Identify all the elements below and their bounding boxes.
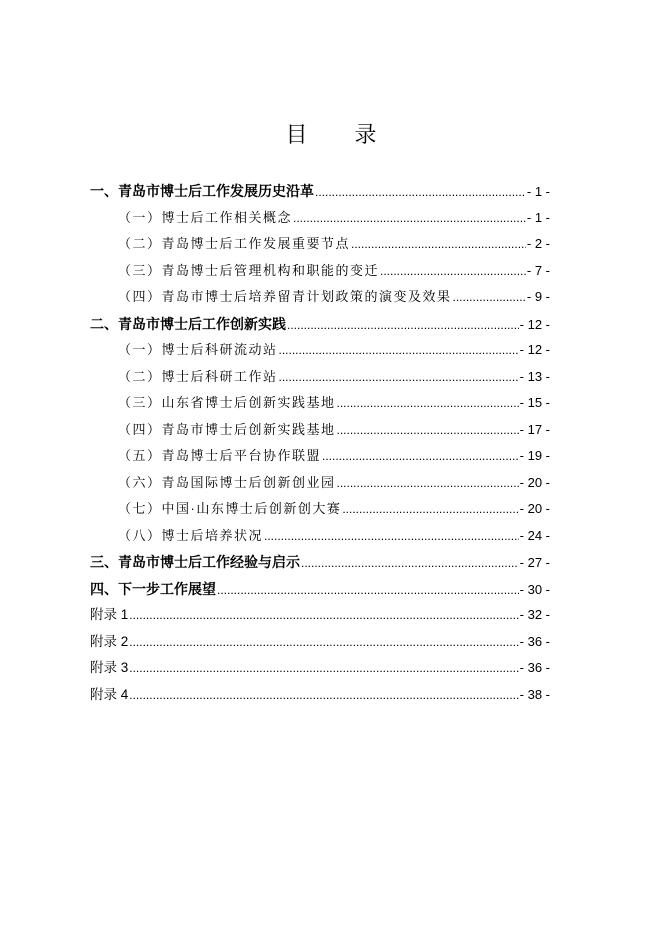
toc-entry-page: - 20 - [519, 501, 550, 516]
toc-entry-1-3[interactable] [90, 258, 550, 285]
toc-entry-2-1[interactable] [90, 337, 550, 364]
leader-dots [293, 205, 526, 232]
leader-dots [129, 629, 518, 656]
toc-entry-page: - 38 - [519, 686, 550, 702]
leader-dots [217, 577, 519, 603]
toc-entry-page: - 19 - [519, 448, 550, 463]
toc-entry-appendix-4[interactable] [90, 682, 550, 709]
toc-entry-2-5[interactable] [90, 443, 550, 470]
toc-entry-2-7[interactable] [90, 496, 550, 523]
leader-dots [264, 523, 519, 550]
toc-entry-2-3[interactable] [90, 390, 550, 417]
toc-entry-label: （一）博士后科研流动站 [118, 342, 278, 357]
toc-entry-label: （四）青岛市博士后创新实践基地 [118, 421, 336, 437]
toc-entry-page: - 13 - [519, 368, 550, 384]
toc-entry-page: - 1 - [526, 184, 550, 199]
toc-entry-1-2[interactable] [90, 231, 550, 258]
toc-entry-page: - 9 - [526, 289, 550, 304]
toc-entry-1[interactable] [90, 178, 550, 205]
toc-entry-page: - 7 - [526, 262, 550, 278]
toc-entry-page: - 36 - [519, 633, 550, 649]
toc-entry-label: （三）青岛博士后管理机构和职能的变迁 [118, 262, 380, 278]
toc-entry-2-2[interactable] [90, 364, 550, 391]
toc-entry-page: - 27 - [519, 555, 550, 570]
page-title: 目 录 [285, 123, 397, 148]
toc-entry-label: 四、下一步工作展望 [90, 580, 216, 597]
leader-dots [315, 179, 526, 205]
toc-entry-1-4[interactable] [90, 284, 550, 311]
toc-entry-label: （三）山东省博士后创新实践基地 [118, 395, 336, 410]
toc-entry-2-6[interactable] [90, 470, 550, 497]
toc-entry-2[interactable] [90, 311, 550, 338]
toc-entry-page: - 20 - [519, 474, 550, 490]
leader-dots [453, 284, 526, 311]
toc-entry-label: （六）青岛国际博士后创新创业园 [118, 474, 336, 490]
toc-entry-label: （四）青岛市博士后培养留青计划政策的演变及效果 [118, 289, 452, 304]
toc-entry-label: （一）博士后工作相关概念 [118, 209, 293, 225]
toc-entry-appendix-1[interactable] [90, 602, 550, 629]
leader-dots [279, 364, 519, 391]
toc-entry-label: 附录 2 [90, 633, 129, 649]
toc-entry-label: 二、青岛市博士后工作创新实践 [90, 315, 286, 332]
leader-dots [337, 390, 519, 417]
toc-entry-label: （二）博士后科研工作站 [118, 368, 278, 384]
toc-entry-page: - 12 - [519, 316, 550, 332]
toc-entry-page: - 12 - [519, 342, 550, 357]
toc-entry-page: - 36 - [519, 660, 550, 675]
toc-entry-2-4[interactable] [90, 417, 550, 444]
toc-entry-appendix-3[interactable] [90, 655, 550, 682]
leader-dots [337, 470, 519, 497]
leader-dots [351, 231, 526, 258]
toc-entry-label: 附录 3 [90, 660, 129, 675]
leader-dots [287, 312, 519, 338]
toc-entry-label: 三、青岛市博士后工作经验与启示 [90, 554, 300, 570]
leader-dots [301, 550, 519, 576]
toc-entry-appendix-2[interactable] [90, 629, 550, 656]
toc-entry-page: - 17 - [519, 421, 550, 437]
toc-entry-4[interactable] [90, 576, 550, 603]
toc-entry-label: 附录 4 [90, 686, 129, 702]
toc-entry-page: - 32 - [519, 607, 550, 622]
leader-dots [129, 602, 518, 629]
toc-entry-1-1[interactable] [90, 205, 550, 232]
toc-entry-label: （五）青岛博士后平台协作联盟 [118, 448, 322, 463]
leader-dots [279, 337, 519, 364]
toc-entry-page: - 30 - [519, 581, 550, 597]
leader-dots [129, 655, 518, 682]
leader-dots [380, 258, 526, 285]
toc-entry-page: - 24 - [519, 527, 550, 543]
toc-entry-2-8[interactable] [90, 523, 550, 550]
leader-dots [129, 682, 518, 709]
toc-entry-label: （二）青岛博士后工作发展重要节点 [118, 236, 351, 251]
table-of-contents [90, 178, 550, 708]
toc-entry-label: 一、青岛市博士后工作发展历史沿革 [90, 183, 314, 199]
toc-entry-label: （八）博士后培养状况 [118, 527, 264, 543]
leader-dots [337, 417, 519, 444]
toc-entry-page: - 1 - [526, 209, 550, 225]
toc-entry-label: 附录 1 [90, 607, 129, 622]
toc-entry-3[interactable] [90, 549, 550, 576]
leader-dots [322, 443, 519, 470]
leader-dots [342, 496, 518, 523]
toc-entry-page: - 15 - [519, 395, 550, 410]
toc-entry-page: - 2 - [526, 236, 550, 251]
toc-entry-label: （七）中国·山东博士后创新创大赛 [118, 501, 342, 516]
